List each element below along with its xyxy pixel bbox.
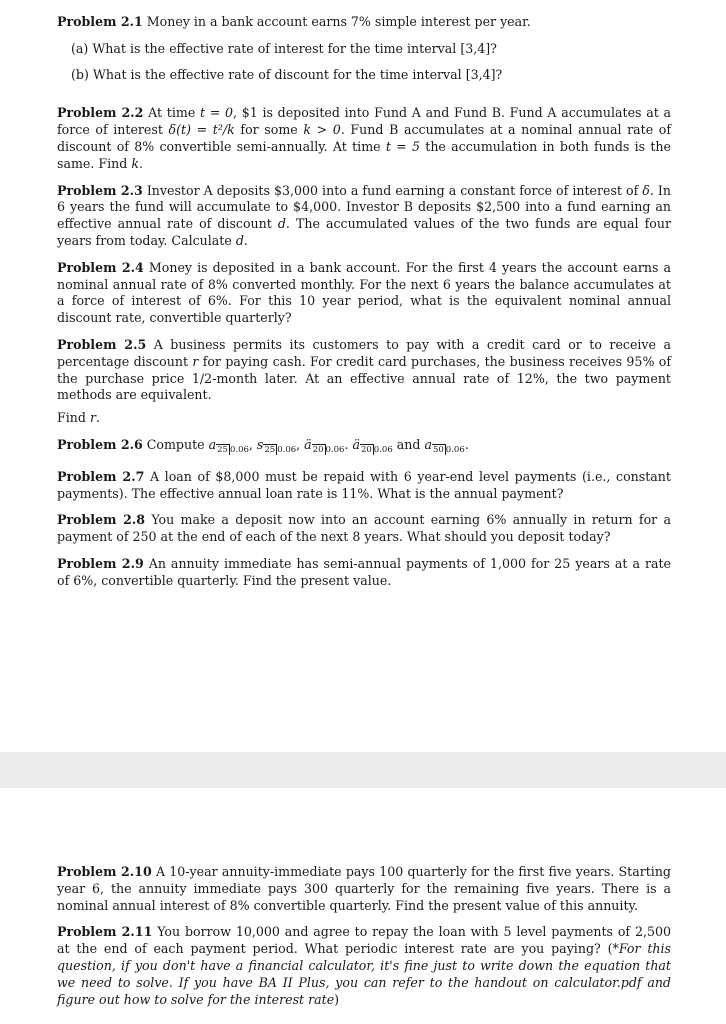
math-expression: t = 0 [199,105,234,121]
annuity-rate: 0.06 [445,444,465,455]
annuity-letter: a [424,436,432,452]
problem-text: A 10-year annuity-immediate pays 100 quarterly for the first five years. Starting year 6, the annuity immediate pays 300 quarterly for the remaining five years. There is a nominal annual interest of 8% convertible quarterly. Find the present value of this annuity. [57,864,671,913]
problem-label: Problem 2.11 [57,924,153,940]
annuity-term: 25 [264,444,276,455]
document-page-2 [0,788,726,1024]
annuity-rate: 0.06 [277,444,297,455]
problem-2-3 [57,183,671,250]
problem-2-8 [57,512,671,546]
problem-2-1 [57,14,671,31]
problem-text: Investor A deposits $3,000 into a fund earning a constant force of interest of [146,182,643,198]
math-expression: t = 5 [385,138,420,154]
annuity-letter: s [256,436,264,452]
problem-2-1-part-a [71,41,671,58]
problem-label: Problem 2.6 [57,436,143,452]
problem-text: An annuity immediate has semi-annual payments of 1,000 for 25 years at a rate of 6%, convertible quarterly. Find the present value. [57,555,671,588]
page-2-content [57,864,671,1018]
problem-text: . [95,410,100,426]
annuity-symbol [304,436,345,455]
math-expression: k > 0 [303,122,341,138]
annuity-term: 20 [360,444,372,455]
problem-text: You borrow 10,000 and agree to repay the loan with 5 level payments of 2,500 at the end of each payment period. What periodic interest rate are you paying? ( [57,924,671,957]
annuity-rate: 0.06 [373,444,393,455]
annuity-symbol [352,436,393,455]
problem-text: Compute [146,436,209,452]
problem-2-11 [57,924,671,1008]
page-1-content [57,14,671,600]
math-expression: δ(t) = t²/k [168,122,235,138]
problem-2-1-part-b [71,67,671,84]
problem-text: . [243,232,248,248]
annuity-symbol [256,436,297,455]
problem-label: Problem 2.7 [57,468,145,484]
problem-label: Problem 2.4 [57,259,144,275]
problem-text: . In 6 years the fund will accumulate to $4,000. Investor B deposits $2,500 into a fund earning an effective annual rate of discount [57,182,671,232]
problem-2-10 [57,864,671,914]
problem-text: A business permits its customers to pay with a credit card or to receive a percentage discount [57,336,671,369]
problem-text: . [138,155,143,171]
annuity-symbol [424,436,465,455]
problem-text: , $1 is deposited into Fund A and Fund B. Fund A accumulates at a force of interest [57,105,671,138]
problem-label: Problem 2.2 [57,105,144,121]
problem-text: ) [334,991,340,1007]
problem-text: Money is deposited in a bank account. For the first 4 years the account earns a nominal annual rate of 8% converted monthly. For the next 6 years the balance accumulates at a force of interest of 6%. For this 10 year period, what is the equivalent nominal annual discount rate, convertible quarterly? [57,259,671,326]
problem-text: Find [57,410,90,426]
problem-2-5-find [57,410,671,427]
problem-text: At time [148,105,200,121]
math-expression: r [192,353,199,369]
annuity-letter: ä [304,436,312,452]
page-gap [0,752,726,788]
problem-2-4 [57,260,671,327]
part-mark: (a) [71,40,89,56]
problem-label: Problem 2.1 [57,14,143,29]
annuity-rate: 0.06 [229,444,249,455]
part-mark: (b) [71,66,89,82]
problem-label: Problem 2.8 [57,512,146,528]
problem-text: for some [234,122,304,138]
math-expression: d [277,216,286,232]
math-expression: δ [642,182,650,198]
math-expression: r [89,410,96,426]
problem-text: . [464,436,469,452]
problem-label: Problem 2.3 [57,182,143,198]
math-expression: k [131,155,139,171]
problem-text: You make a deposit now into an account earning 6% annually in return for a payment of 250 at the end of each of the next 8 years. What should you deposit today? [57,512,671,545]
annuity-symbol [208,436,249,455]
problem-2-5 [57,337,671,404]
problem-label: Problem 2.9 [57,555,144,571]
problem-text: the accumulation in both funds is the same. Find [57,138,671,171]
annuity-letter: ä [352,436,360,452]
annuity-term: 20 [312,444,324,455]
problem-label: Problem 2.10 [57,864,152,879]
problem-2-7 [57,469,671,503]
annuity-term: 25 [217,444,228,455]
problem-2-6: Problem 2.6 Compute $a_{25 0.06}$, $s_{25 0.06}$, $ä_{20 0.06}$. $ä_{20 0.06}$ and $a_{50 0.06}$. [57,436,469,455]
conjunction: and [396,436,421,452]
problem-text: . Fund B accumulates at a nominal annual rate of discount of 8% convertible semi-annually. At time [57,122,672,154]
problem-text: Money in a bank account earns 7% simple interest per year. [146,14,531,29]
problem-label: Problem 2.5 [57,336,147,352]
math-expression: d [235,232,244,248]
part-text: What is the effective rate of discount for the time interval [3,4]? [92,66,503,82]
annuity-rate: 0.06 [325,444,345,455]
annuity-term: 50 [432,444,444,455]
problem-2-2 [57,105,671,172]
annuity-letter: a [208,436,217,452]
problem-text: . The accumulated values of the two funds are equal four years from today. Calculate [57,216,671,248]
problem-note: *For this question, if you don't have a financial calculator, it's fine just to write down the equation that we need to solve. If you have BA II Plus, you can refer to the handout on calculator.pdf and figure out how to solve for the interest rate [57,941,671,1007]
part-text: What is the effective rate of interest for the time interval [3,4]? [92,40,497,56]
problem-2-9 [57,556,671,590]
problem-text: A loan of $8,000 must be repaid with 6 year-end level payments (i.e., constant payments). The effective annual loan rate is 11%. What is the annual payment? [57,468,671,501]
problem-text: for paying cash. For credit card purchases, the business receives 95% of the purchase price 1/2-month later. At an effective annual rate of 12%, the two payment methods are equivalent. [57,353,671,403]
